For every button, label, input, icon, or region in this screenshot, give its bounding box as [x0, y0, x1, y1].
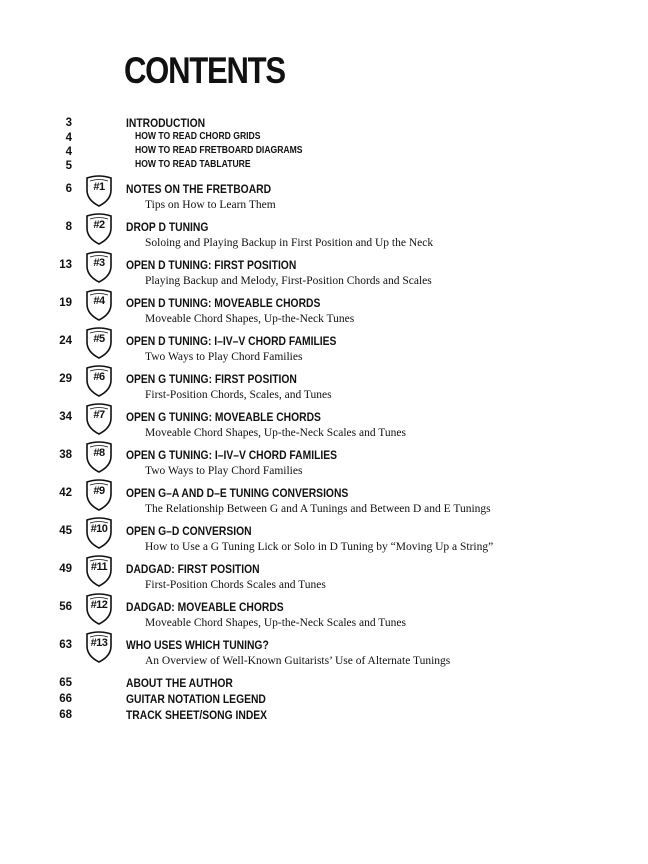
chapter-title: NOTES ON THE FRETBOARD	[126, 182, 272, 196]
chapter-badge-label: #11	[90, 561, 108, 573]
page-number: 4	[65, 132, 72, 144]
chapter-badge-label: #3	[93, 257, 105, 269]
chapter-shield-icon	[84, 440, 114, 474]
chapter-description: Two Ways to Play Chord Families	[145, 351, 303, 363]
entry-title: TRACK SHEET/SONG INDEX	[126, 708, 268, 722]
chapter-shield-icon	[84, 516, 114, 550]
page-number: 24	[59, 335, 72, 347]
chapter-description: Moveable Chord Shapes, Up-the-Neck Scales and Tunes	[145, 427, 406, 439]
chapter-badge-label: #1	[93, 181, 105, 193]
toc-chapter-5[interactable]	[0, 333, 648, 363]
chapter-badge-label: #12	[90, 599, 108, 611]
page-number: 4	[65, 146, 72, 158]
chapter-description: An Overview of Well-Known Guitarists’ Use of Alternate Tunings	[145, 655, 451, 667]
page-number: 63	[59, 639, 72, 651]
toc-chapter-7[interactable]	[0, 409, 648, 439]
chapter-title: OPEN G–A AND D–E TUNING CONVERSIONS	[126, 486, 349, 500]
page-title: CONTENTS	[124, 50, 285, 91]
page-number: 19	[59, 297, 72, 309]
entry-title: HOW TO READ FRETBOARD DIAGRAMS	[135, 145, 303, 156]
page-number: 38	[59, 449, 72, 461]
toc-chapter-11[interactable]	[0, 561, 648, 591]
chapter-description: Tips on How to Learn Them	[145, 199, 276, 211]
chapter-badge-label: #2	[93, 219, 105, 231]
page-number: 45	[59, 525, 72, 537]
chapter-title: OPEN D TUNING: I–IV–V CHORD FAMILIES	[126, 334, 337, 348]
chapter-title: DROP D TUNING	[126, 220, 209, 234]
entry-title: ABOUT THE AUTHOR	[126, 676, 233, 690]
page-number: 42	[59, 487, 72, 499]
chapter-shield-icon	[84, 250, 114, 284]
chapter-description: Soloing and Playing Backup in First Position and Up the Neck	[145, 237, 434, 249]
chapter-description: Playing Backup and Melody, First-Position Chords and Scales	[145, 275, 432, 287]
chapter-badge-label: #8	[93, 447, 105, 459]
toc-chapter-9[interactable]	[0, 485, 648, 515]
chapter-description: How to Use a G Tuning Lick or Solo in D Tuning by “Moving Up a String”	[145, 541, 494, 553]
toc-chapter-6[interactable]	[0, 371, 648, 401]
page-number: 68	[59, 709, 72, 721]
chapter-shield-icon	[84, 326, 114, 360]
entry-title: INTRODUCTION	[126, 116, 206, 130]
toc-chapter-13[interactable]	[0, 637, 648, 667]
chapter-badge-label: #9	[93, 485, 105, 497]
toc-entry-about-author[interactable]	[0, 676, 648, 692]
chapter-shield-icon	[84, 554, 114, 588]
chapter-badge-label: #7	[93, 409, 105, 421]
page-number: 29	[59, 373, 72, 385]
toc-chapter-8[interactable]	[0, 447, 648, 477]
chapter-description: The Relationship Between G and A Tunings and Between D and E Tunings	[145, 503, 491, 515]
chapter-shield-icon	[84, 592, 114, 626]
chapter-badge-label: #4	[93, 295, 105, 307]
chapter-title: OPEN D TUNING: MOVEABLE CHORDS	[126, 296, 321, 310]
chapter-badge-label: #13	[90, 637, 108, 649]
chapter-shield-icon	[84, 402, 114, 436]
toc-chapter-3[interactable]	[0, 257, 648, 287]
page-number: 5	[65, 160, 72, 172]
entry-title: GUITAR NOTATION LEGEND	[126, 692, 266, 706]
toc-entry-notation-legend[interactable]	[0, 692, 648, 708]
page-number: 65	[59, 677, 72, 689]
chapter-description: First-Position Chords, Scales, and Tunes	[145, 389, 332, 401]
toc-chapter-2[interactable]	[0, 219, 648, 249]
toc-entry-track-sheet[interactable]	[0, 708, 648, 724]
chapter-title: OPEN G–D CONVERSION	[126, 524, 252, 538]
chapter-description: Moveable Chord Shapes, Up-the-Neck Scales and Tunes	[145, 617, 406, 629]
entry-title: HOW TO READ TABLATURE	[135, 159, 251, 170]
chapter-description: Moveable Chord Shapes, Up-the-Neck Tunes	[145, 313, 355, 325]
chapter-description: First-Position Chords Scales and Tunes	[145, 579, 326, 591]
chapter-title: OPEN D TUNING: FIRST POSITION	[126, 258, 297, 272]
page-number: 13	[59, 259, 72, 271]
chapter-title: OPEN G TUNING: FIRST POSITION	[126, 372, 297, 386]
chapter-badge-label: #6	[93, 371, 105, 383]
toc-entry-tablature[interactable]	[0, 159, 648, 175]
chapter-shield-icon	[84, 364, 114, 398]
chapter-shield-icon	[84, 630, 114, 664]
page-number: 3	[65, 117, 72, 129]
chapter-shield-icon	[84, 478, 114, 512]
chapter-title: WHO USES WHICH TUNING?	[126, 638, 269, 652]
toc-chapter-12[interactable]	[0, 599, 648, 629]
toc-entry-introduction[interactable]	[0, 116, 648, 132]
chapter-shield-icon	[84, 174, 114, 208]
chapter-title: DADGAD: MOVEABLE CHORDS	[126, 600, 284, 614]
chapter-shield-icon	[84, 288, 114, 322]
page-number: 66	[59, 693, 72, 705]
toc-chapter-4[interactable]	[0, 295, 648, 325]
chapter-title: OPEN G TUNING: MOVEABLE CHORDS	[126, 410, 321, 424]
entry-title: HOW TO READ CHORD GRIDS	[135, 131, 261, 142]
chapter-title: OPEN G TUNING: I–IV–V CHORD FAMILIES	[126, 448, 338, 462]
chapter-badge-label: #5	[93, 333, 105, 345]
page-number: 49	[59, 563, 72, 575]
page-number: 8	[65, 221, 72, 233]
toc-chapter-1[interactable]	[0, 181, 648, 211]
chapter-shield-icon	[84, 212, 114, 246]
page-number: 6	[65, 183, 72, 195]
page-number: 34	[59, 411, 72, 423]
page-number: 56	[59, 601, 72, 613]
toc-chapter-10[interactable]	[0, 523, 648, 553]
chapter-badge-label: #10	[90, 523, 108, 535]
chapter-title: DADGAD: FIRST POSITION	[126, 562, 260, 576]
chapter-description: Two Ways to Play Chord Families	[145, 465, 303, 477]
